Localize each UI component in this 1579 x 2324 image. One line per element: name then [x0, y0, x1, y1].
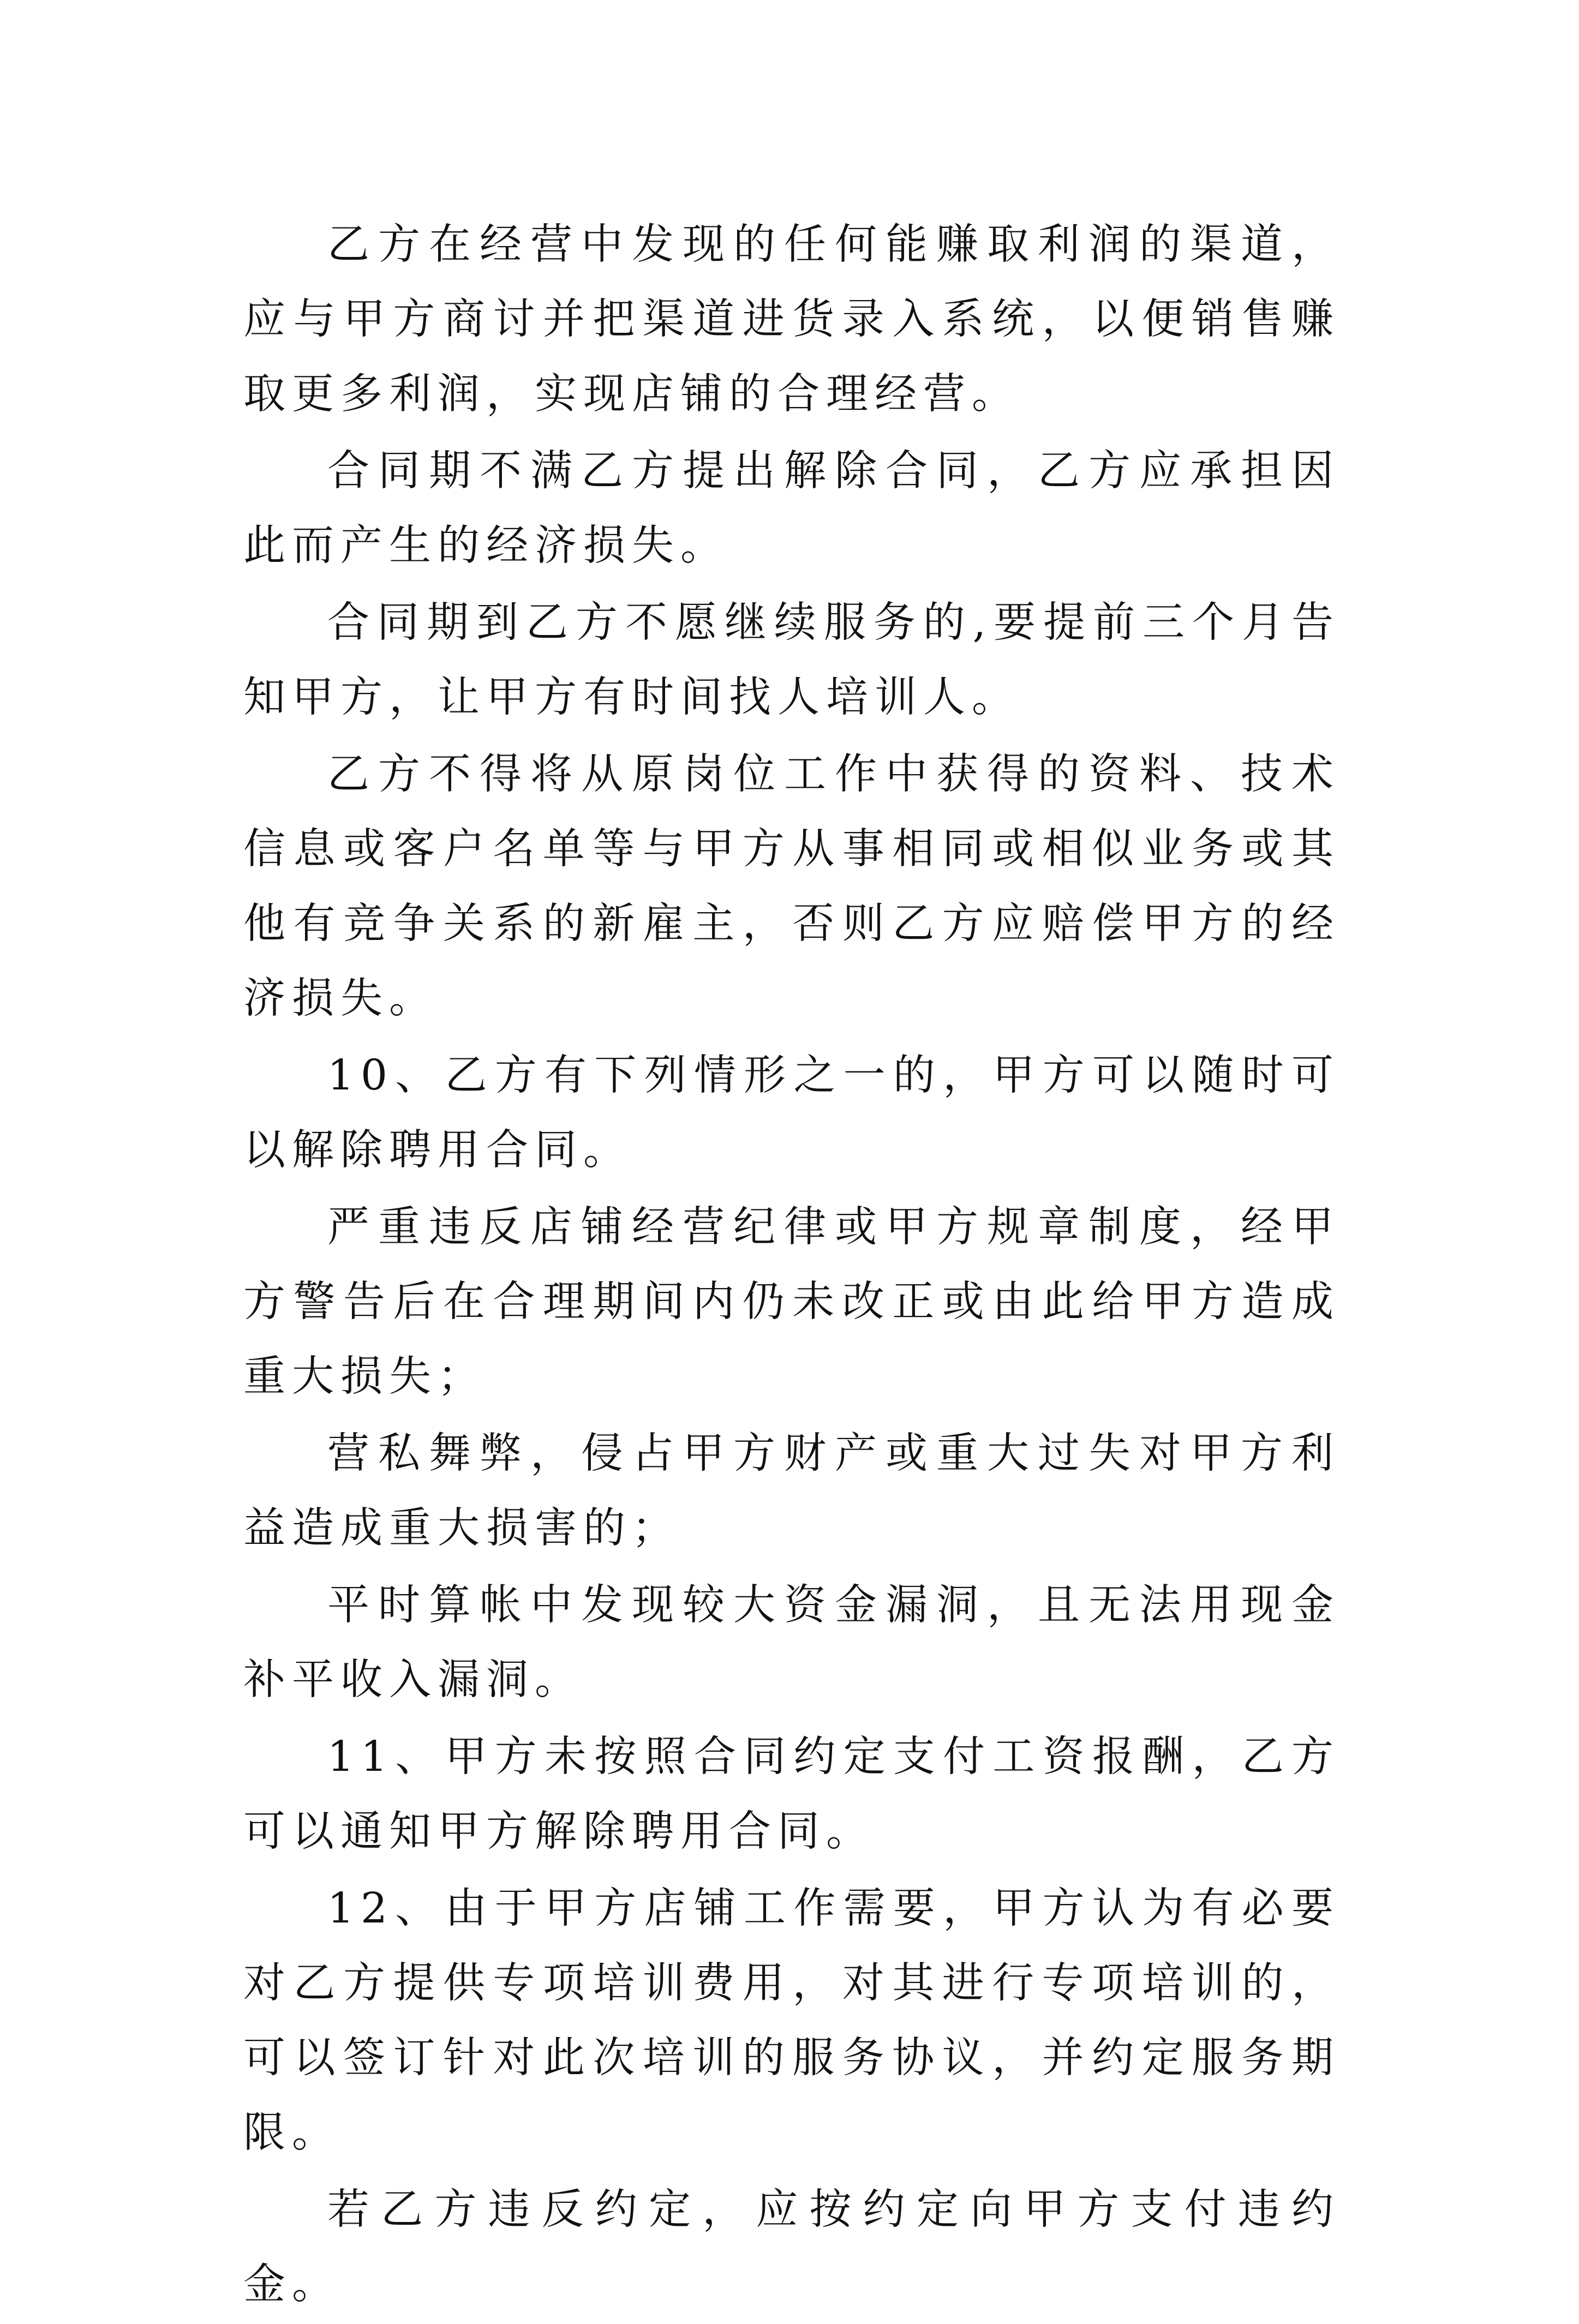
paragraph-malpractice: 营私舞弊，侵占甲方财产或重大过失对甲方利益造成重大损害的；	[243, 1429, 1340, 1553]
paragraph-notice-period: 合同期到乙方不愿继续服务的,要提前三个月告知甲方，让甲方有时间找人培训人。	[243, 598, 1340, 722]
paragraph-clause-11: 11、甲方未按照合同约定支付工资报酬，乙方可以通知甲方解除聘用合同。	[243, 1733, 1340, 1856]
paragraph-fund-gap: 平时算帐中发现较大资金漏洞，且无法用现金补平收入漏洞。	[243, 1581, 1340, 1704]
paragraph-clause-12: 12、由于甲方店铺工作需要，甲方认为有必要对乙方提供专项培训费用，对其进行专项培训的，可以签订针对此次培训的服务协议，并约定服务期限。	[243, 1884, 1340, 2157]
paragraph-clause-10: 10、乙方有下列情形之一的，甲方可以随时可以解除聘用合同。	[243, 1051, 1340, 1175]
paragraph-confidentiality: 乙方不得将从原岗位工作中获得的资料、技术信息或客户名单等与甲方从事相同或相似业务或其他有竞争关系的新雇主，否则乙方应赔偿甲方的经济损失。	[243, 750, 1340, 1023]
paragraph-breach-penalty: 若乙方违反约定，应按约定向甲方支付违约金。	[243, 2185, 1340, 2309]
paragraph-serious-violation: 严重违反店铺经营纪律或甲方规章制度，经甲方警告后在合理期间内仍未改正或由此给甲方造成重大损失；	[243, 1203, 1340, 1401]
paragraph-early-termination-loss: 合同期不满乙方提出解除合同，乙方应承担因此而产生的经济损失。	[243, 447, 1340, 570]
document-body	[243, 207, 1340, 2324]
paragraph-profit-channels: 乙方在经营中发现的任何能赚取利润的渠道，应与甲方商讨并把渠道进货录入系统，以便销售赚取更多利润，实现店铺的合理经营。	[243, 220, 1340, 418]
